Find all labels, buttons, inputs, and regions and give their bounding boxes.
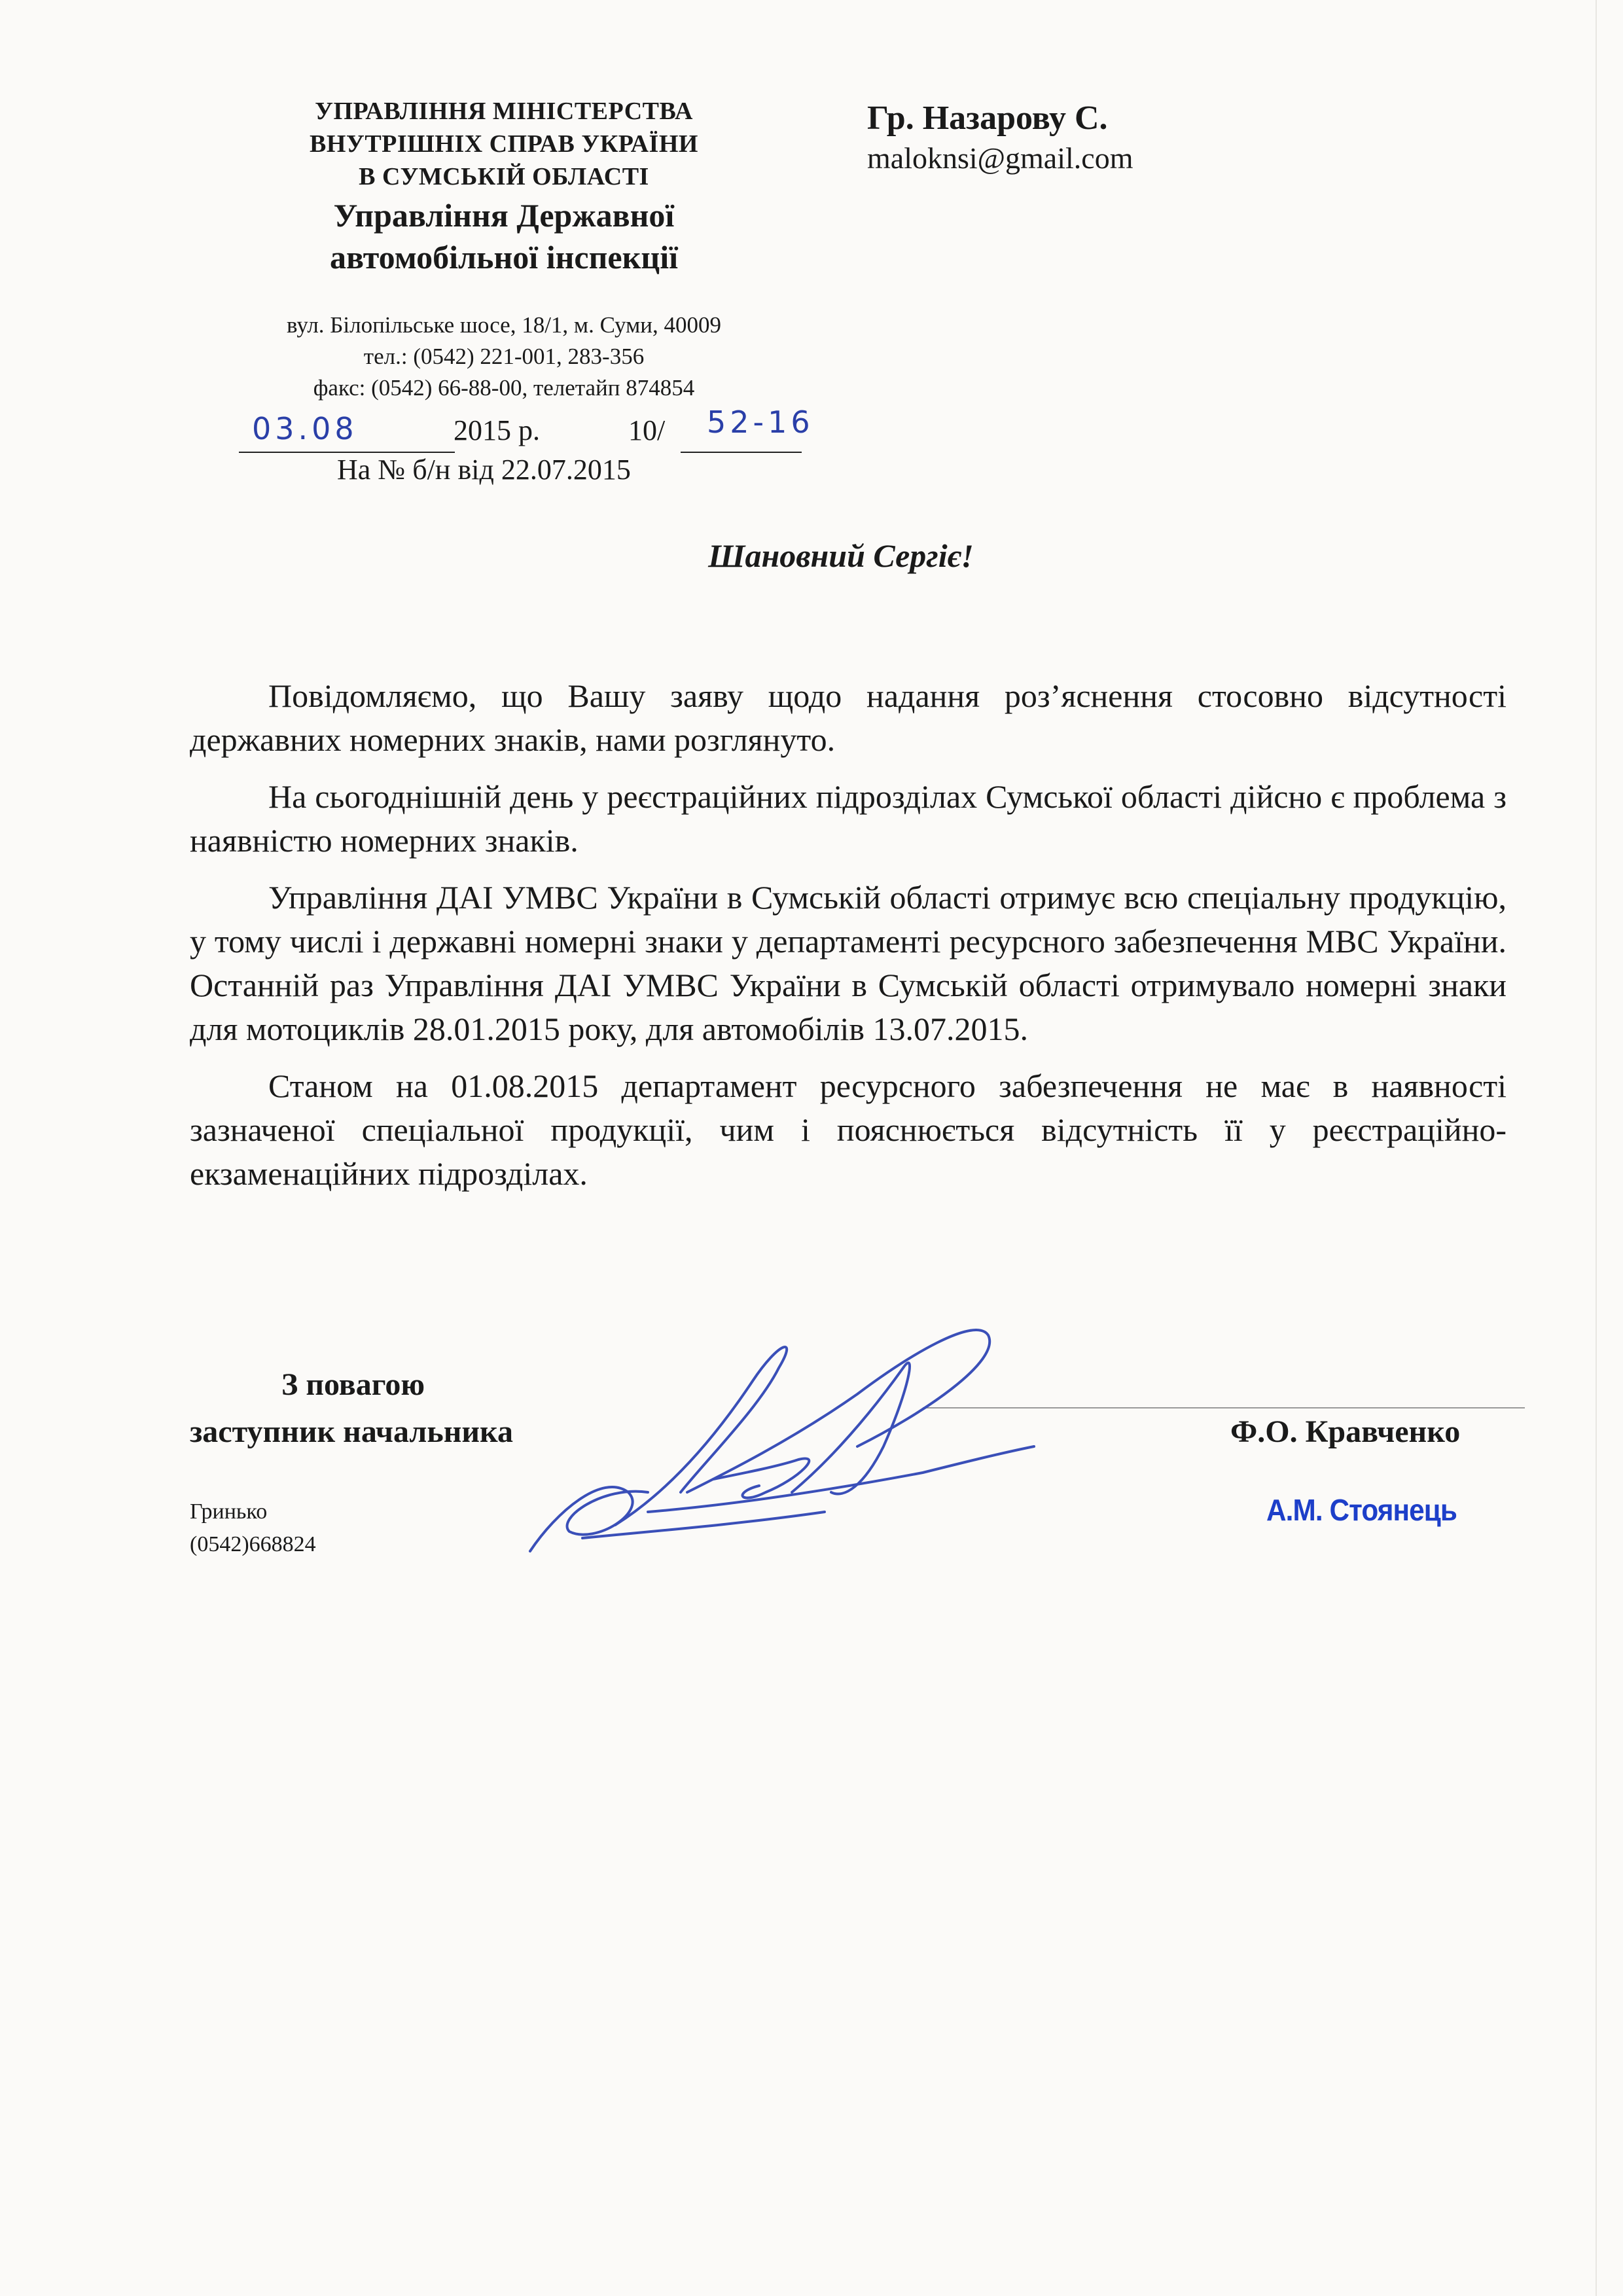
recipient-email: maloknsi@gmail.com [867,141,1133,175]
regards: З повагою [281,1367,425,1402]
body-paragraph: Повідомляємо, що Вашу заяву щодо надання роз’яснення стосовно відсутності державних номерних знаків, нами розглянуто. [190,677,1507,758]
number-underline [681,452,802,453]
executor-name: Гринько [190,1499,268,1524]
body-paragraph: На сьогоднішній день у реєстраційних підрозділах Сумської області дійсно є проблема з наявністю номерних знаків. [190,778,1507,859]
year-text: 2015 р. [454,414,540,446]
executor-phone: (0542)668824 [190,1532,316,1556]
salutation: Шановний Сергіє! [708,537,974,574]
body-paragraph: Станом на 01.08.2015 департамент ресурсного забезпечення не має в наявності зазначеної спеціальної продукції, чим і пояснюється відсутність її у реєстраційно-екзаменаційних підрозділах. [190,1067,1507,1192]
letterhead [177,95,831,404]
signer-position: заступник начальника [190,1414,513,1449]
ministry-line-2: ВНУТРІШНІХ СПРАВ УКРАЇНИ [310,130,698,158]
body-paragraph: Управління ДАІ УМВС України в Сумській області отримує всю спеціальну продукцію, у тому числі і державні номерні знаки у департаменті ресурсного забезпечення МВС України. Останній раз Управління ДАІ УМВС України в Сумській області отримувало номерні знаки для мотоциклів 28.01.2015 року, для автомобілів 13.07.2015. [190,879,1507,1047]
ministry-line-1: УПРАВЛІННЯ МІНІСТЕРСТВА [315,98,693,125]
scan-edge [1596,0,1597,2296]
executor-block [190,1496,316,1561]
handwritten-signature [517,1296,1041,1597]
ministry-line-3: В СУМСЬКІЙ ОБЛАСТІ [359,163,649,190]
fax: факс: (0542) 66-88-00, телетайп 874854 [313,375,695,401]
department-line-2: автомобільної інспекції [330,239,678,276]
closing-block [190,1361,513,1456]
recipient-name: Гр. Назарову С. [867,99,1108,137]
name-stamp: А.М. Стоянець [1266,1493,1457,1527]
address: вул. Білопільське шосе, 18/1, м. Суми, 40009 [287,312,721,338]
letter-body [190,674,1507,1209]
handwritten-number: 52-16 [707,404,814,440]
phone: тел.: (0542) 221-001, 283-356 [363,344,645,369]
handwritten-date: 03.08 [252,411,358,446]
signatory-name: Ф.О. Кравченко [1230,1414,1461,1449]
department-line-1: Управління Державної [333,197,675,234]
reply-reference: На № б/н від 22.07.2015 [337,454,631,486]
recipient-block [867,98,1133,178]
number-prefix: 10/ [628,414,666,446]
